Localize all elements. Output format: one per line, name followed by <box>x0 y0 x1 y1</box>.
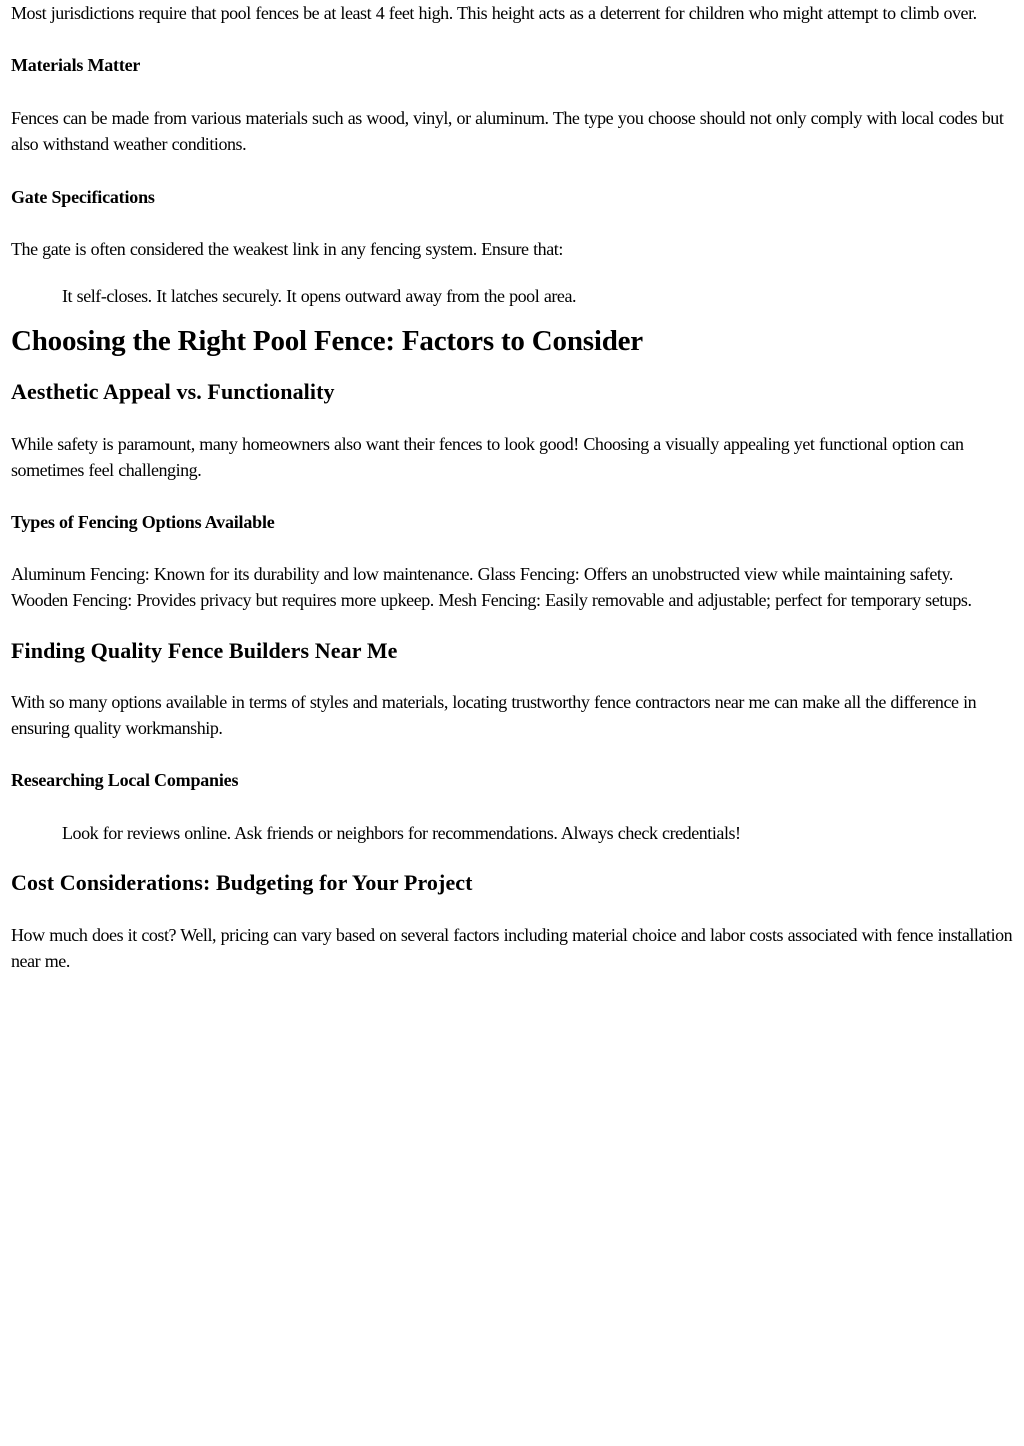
heading-materials-matter: Materials Matter <box>11 55 141 75</box>
heading-researching-companies: Researching Local Companies <box>11 770 239 790</box>
heading-cost-considerations: Cost Considerations: Budgeting for Your Project <box>11 870 473 895</box>
paragraph-gate: The gate is often considered the weakest link in any fencing system. Ensure that: <box>11 239 563 259</box>
document-page <box>11 0 1013 974</box>
heading-choosing-fence: Choosing the Right Pool Fence: Factors to Consider <box>11 325 643 357</box>
research-tips-list: Look for reviews online. Ask friends or neighbors for recommendations. Always check credentials! <box>62 823 741 843</box>
paragraph-builders: With so many options available in terms of styles and materials, locating trustworthy fence contractors near me can make all the difference in ensuring quality workmanship. <box>11 692 977 738</box>
paragraph-fencing-types: Aluminum Fencing: Known for its durability and low maintenance. Glass Fencing: Offers an unobstructed view while maintaining safety. Wooden Fencing: Provides privacy but requires more upkeep. Mesh Fencing: Easily removable and adjustable; perfect for temporary setups. <box>11 564 972 610</box>
heading-fence-builders: Finding Quality Fence Builders Near Me <box>11 638 398 663</box>
paragraph-aesthetic: While safety is paramount, many homeowners also want their fences to look good! Choosing a visually appealing yet functional option can sometimes feel challenging. <box>11 434 964 480</box>
paragraph-cost: How much does it cost? Well, pricing can vary based on several factors including material choice and labor costs associated with fence installation near me. <box>11 925 1013 971</box>
heading-gate-specifications: Gate Specifications <box>11 187 155 207</box>
paragraph-height-rule: Most jurisdictions require that pool fences be at least 4 feet high. This height acts as a deterrent for children who might attempt to climb over. <box>11 3 977 23</box>
gate-requirements-list: It self-closes. It latches securely. It opens outward away from the pool area. <box>62 286 577 306</box>
paragraph-materials: Fences can be made from various materials such as wood, vinyl, or aluminum. The type you choose should not only comply with local codes but also withstand weather conditions. <box>11 108 1004 154</box>
heading-types-of-fencing: Types of Fencing Options Available <box>11 512 275 532</box>
heading-aesthetic-appeal: Aesthetic Appeal vs. Functionality <box>11 379 335 404</box>
